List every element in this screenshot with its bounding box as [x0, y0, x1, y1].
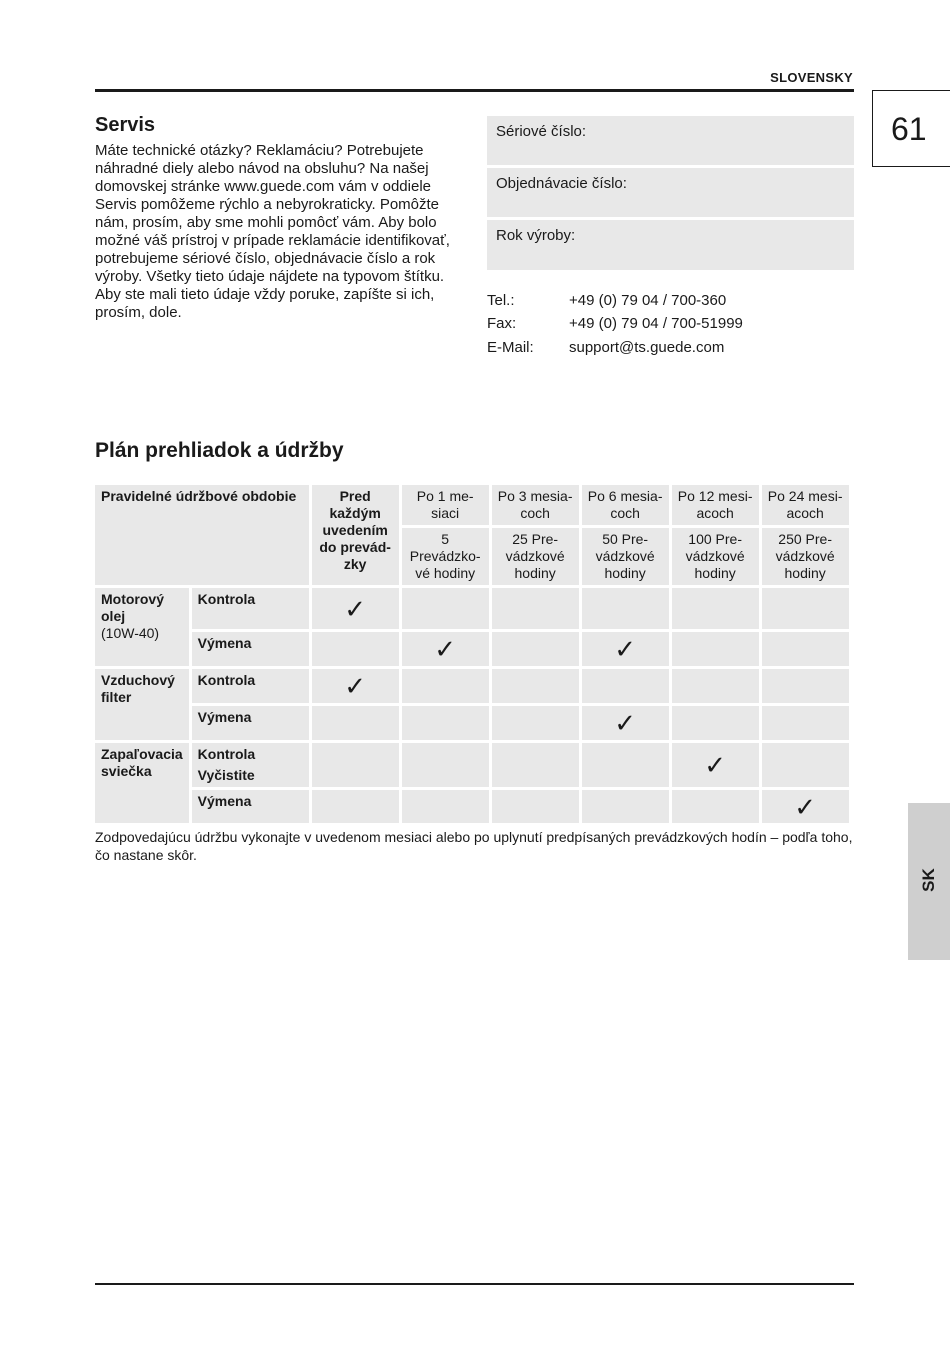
servis-line: náhradné diely alebo návod na obsluhu? Na našej [95, 160, 429, 177]
servis-line: prosím, dole. [95, 304, 182, 321]
servis-line: Máte technické otázky? Reklamáciu? Potrebujete [95, 142, 424, 159]
page-number: 61 [891, 111, 927, 147]
servis-title: Servis [95, 114, 156, 136]
header-hours: 5 Prevádzko-vé hodiny [402, 528, 489, 585]
action-clean: Vyčistite [197, 767, 255, 783]
header-month: Po 1 me-siaci [402, 485, 489, 525]
contact-value: +49 (0) 79 04 / 700-51999 [569, 315, 743, 332]
order-number-field[interactable]: Objednávacie číslo: [487, 168, 854, 217]
contact-label: Tel.: [487, 292, 515, 309]
check-icon: ✓ [582, 706, 669, 740]
servis-line: potrebujeme sériové číslo, objednávacie číslo a rok [95, 250, 436, 267]
header-hours: 250 Pre-vádzkové hodiny [762, 528, 849, 585]
action-label: Výmena [192, 790, 309, 823]
servis-line: Aby ste mali tieto údaje vždy poruke, zapíšte si ich, [95, 286, 435, 303]
plan-title: Plán prehliadok a údržby [95, 439, 344, 462]
header-hours: 25 Pre-vádzkové hodiny [492, 528, 579, 585]
serial-number-field[interactable]: Sériové číslo: [487, 116, 854, 165]
maintenance-table [92, 482, 852, 826]
servis-line: nám, prosím, aby sme mohli pomôcť vám. Aby bolo [95, 214, 437, 231]
servis-line: domovskej stránke www.guede.com vám v oddiele [95, 178, 431, 195]
row-group-oil [95, 588, 189, 666]
action-label: Výmena [192, 632, 309, 666]
action-check: Kontrola [197, 746, 256, 762]
group-sub: (10W-40) [101, 625, 160, 641]
contact-label: E-Mail: [487, 339, 534, 356]
action-label: Výmena [192, 706, 309, 740]
check-icon: ✓ [402, 632, 489, 666]
header-month: Po 3 mesia-coch [492, 485, 579, 525]
header-month: Po 12 mesi-acoch [672, 485, 759, 525]
contact-value[interactable]: support@ts.guede.com [569, 339, 725, 356]
header-hours: 100 Pre-vádzkové hodiny [672, 528, 759, 585]
check-icon: ✓ [672, 743, 759, 787]
group-name: Motorový olej [101, 591, 164, 624]
action-label: Kontrola [192, 669, 309, 703]
check-icon: ✓ [312, 669, 399, 703]
language-tab-label: SK [919, 868, 938, 892]
action-label: Kontrola [192, 588, 309, 629]
top-rule [95, 89, 854, 92]
header-hours: 50 Pre-vádzkové hodiny [582, 528, 669, 585]
check-icon: ✓ [312, 588, 399, 629]
language-header: SLOVENSKY [770, 70, 853, 85]
header-before-use: Pred každým uvedením do prevád-zky [312, 485, 399, 585]
servis-text [95, 142, 465, 322]
header-month: Po 6 mesia-coch [582, 485, 669, 525]
header-month: Po 24 mesi-acoch [762, 485, 849, 525]
contact-label: Fax: [487, 315, 517, 332]
servis-line: Servis pomôžeme rýchlo a nebyrokraticky. Pomôžte [95, 196, 440, 213]
row-group-air: Vzduchový filter [95, 669, 189, 740]
bottom-rule [95, 1283, 854, 1285]
check-icon: ✓ [762, 790, 849, 823]
check-icon: ✓ [582, 632, 669, 666]
servis-line: možné váš prístroj v prípade reklamácie identifikovať, [95, 232, 450, 249]
production-year-field[interactable]: Rok výroby: [487, 220, 854, 270]
contact-value: +49 (0) 79 04 / 700-360 [569, 292, 727, 309]
action-label [192, 743, 309, 787]
footnote: Zodpovedajúcu údržbu vykonajte v uvedenom mesiaci alebo po uplynutí predpísaných prevádzkových hodín – podľa toho, čo nastane skôr. [95, 829, 853, 863]
row-group-spark: Zapaľovacia sviečka [95, 743, 189, 823]
servis-line: výroby. Všetky tieto údaje nájdete na typovom štítku. [95, 268, 445, 285]
header-period: Pravidelné údržbové obdobie [95, 485, 309, 585]
